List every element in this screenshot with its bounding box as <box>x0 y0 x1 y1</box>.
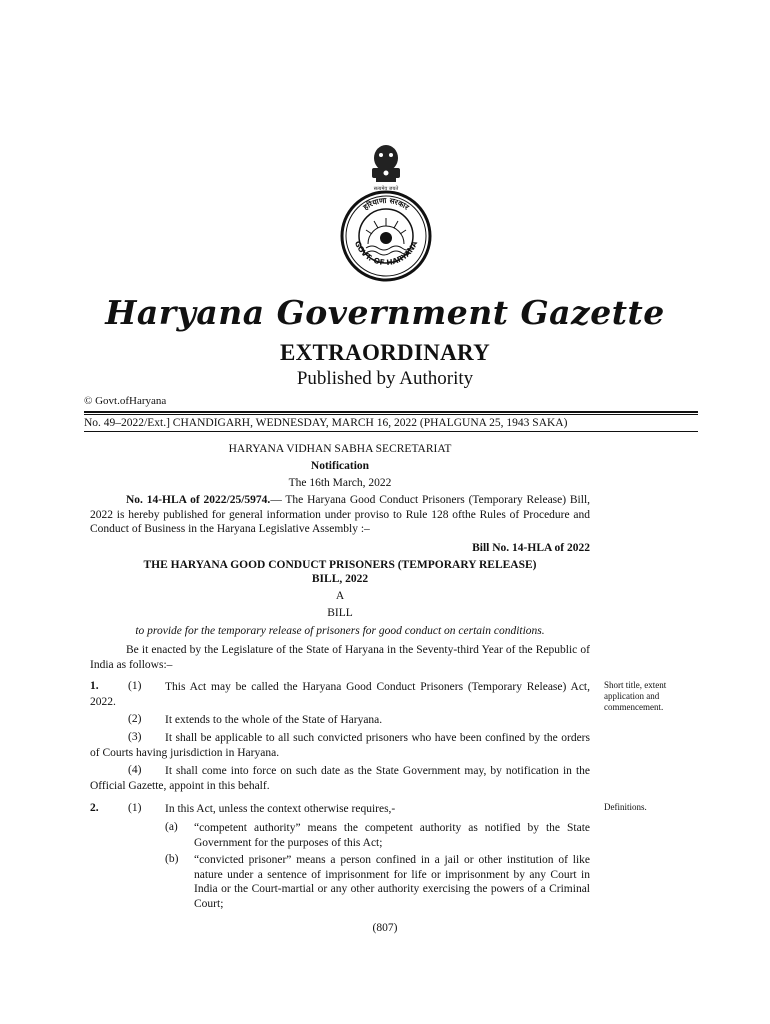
section-1-clause-1: This Act may be called the Haryana Good Conduct Prisoners (Temporary Release) Act, 2022. <box>90 681 590 708</box>
section-1-clause-4-label: (4) <box>128 764 142 776</box>
svg-text:हरियाणा सरकार: हरियाणा सरकार <box>361 195 411 212</box>
svg-text:सत्यमेव जयते: सत्यमेव जयते <box>373 186 399 192</box>
section-2-number: 2. <box>90 802 99 814</box>
bill-title-line1: THE HARYANA GOOD CONDUCT PRISONERS (TEMPORARY RELEASE) <box>143 559 537 571</box>
bill-title-line2: BILL, 2022 <box>311 573 369 585</box>
secretariat-heading: HARYANA VIDHAN SABHA SECRETARIAT <box>228 443 452 455</box>
gazette-title: Haryana Government Gazette <box>105 293 665 332</box>
section-1-marginal-note: Short title, extent application and commencement. <box>604 680 667 712</box>
section-2-item-a: “competent authority” means the competent authority as notified by the State Government for the purposes of this Act; <box>194 822 590 849</box>
issue-line: No. 49–2022/Ext.] CHANDIGARH, WEDNESDAY, MARCH 16, 2022 (PHALGUNA 25, 1943 SAKA) <box>84 417 568 429</box>
section-2-marginal-note: Definitions. <box>604 802 647 812</box>
section-1-clause-4: It shall come into force on such date as the State Government may, by notification in the Official Gazette, appoint in this behalf. <box>90 765 590 792</box>
enacting-clause: Be it enacted by the Legislature of the State of Haryana in the Seventy-third Year of the Republic of India as follows:– <box>90 644 590 671</box>
section-2-clause-1-label: (1) <box>128 802 142 814</box>
section-2-item-a-label: (a) <box>165 821 178 833</box>
notification-date: The 16th March, 2022 <box>288 477 392 489</box>
gazette-subtitle: EXTRAORDINARY <box>279 340 491 365</box>
section-1-clause-1-label: (1) <box>128 680 142 692</box>
published-by-authority: Published by Authority <box>296 368 474 389</box>
issue-bottom-rule <box>84 431 698 432</box>
svg-text:GOVT. OF HARYANA: GOVT. OF HARYANA <box>352 239 420 268</box>
section-1-number: 1. <box>90 680 99 692</box>
top-rule-thin <box>84 414 698 415</box>
section-2-item-b-label: (b) <box>165 853 179 865</box>
haryana-emblem-logo <box>332 140 440 288</box>
section-1-clause-2: It extends to the whole of the State of Haryana. <box>165 714 383 726</box>
section-1-clause-3: It shall be applicable to all such convicted prisoners who have been confined by the orders of Courts having jurisdiction in Haryana. <box>90 732 590 759</box>
bill-number: Bill No. 14-HLA of 2022 <box>472 542 590 554</box>
notification-ref-no: No. 14-HLA of 2022/25/5974. <box>126 494 271 506</box>
bill-purpose: to provide for the temporary release of prisoners for good conduct on certain conditions. <box>135 625 545 637</box>
notification-heading: Notification <box>310 460 370 472</box>
bill-word: BILL <box>327 607 353 619</box>
bill-a: A <box>335 590 345 602</box>
page-number: (807) <box>372 922 398 934</box>
top-rule <box>84 411 698 413</box>
section-1-clause-3-label: (3) <box>128 731 142 743</box>
section-2-clause-1: In this Act, unless the context otherwise requires,- <box>165 803 396 815</box>
section-2-item-b: “convicted prisoner” means a person confined in a jail or other institution of like nature under a sentence of imprisonment for life or imprisonment by any Court in India or the Court-martial or any other authority exercising the powers of a Criminal Court; <box>194 854 590 910</box>
copyright-line: © Govt.ofHaryana <box>84 395 167 407</box>
section-1-clause-2-label: (2) <box>128 713 142 725</box>
notification-ref-text: — The Haryana Good Conduct Prisoners (Temporary Release) Bill, 2022 is hereby published for general information under proviso to Rule 128 ofthe Rules of Procedure and Conduct of Business in the Haryana Legislative Assembly :– <box>90 494 591 535</box>
notification-paragraph <box>90 493 590 537</box>
